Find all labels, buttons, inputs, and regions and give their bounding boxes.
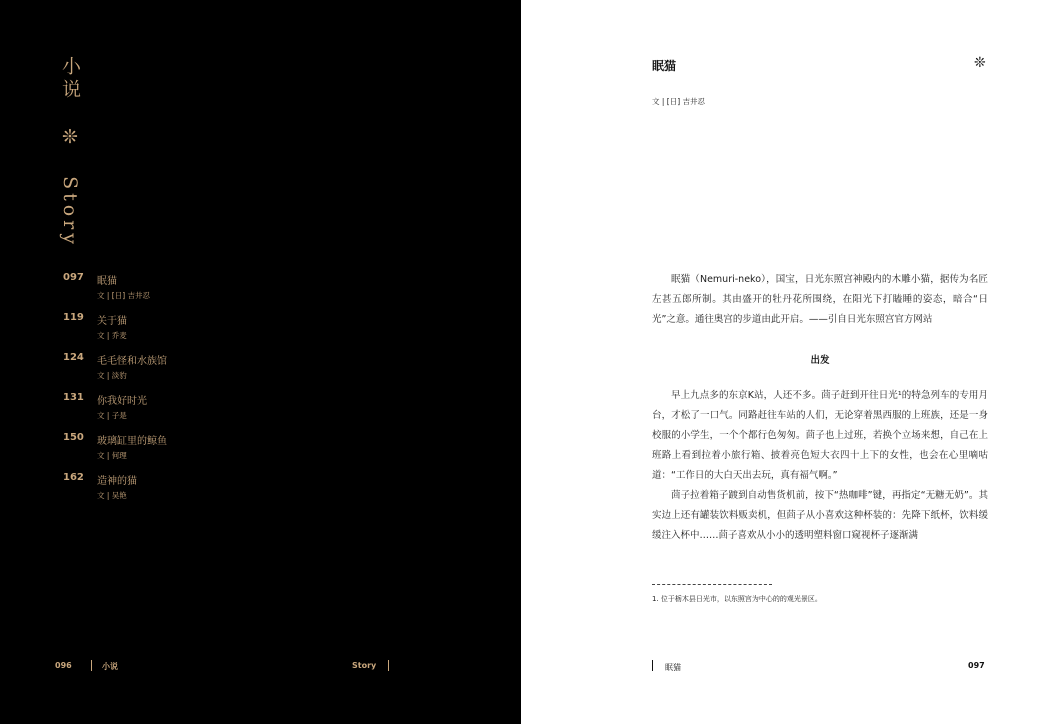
footer-divider bbox=[652, 660, 653, 671]
toc-title: 你我好时光 bbox=[97, 396, 147, 407]
toc-entry[interactable] bbox=[63, 432, 323, 472]
intro-epigraph bbox=[652, 270, 988, 330]
toc-author: 文 | 吴艳 bbox=[97, 491, 127, 500]
vertical-title-en: Story bbox=[59, 176, 81, 249]
toc-author: 文 | 子是 bbox=[97, 411, 127, 420]
section-heading: 出发 bbox=[810, 355, 830, 366]
toc-page-number: 131 bbox=[63, 392, 84, 403]
toc-entry[interactable] bbox=[63, 272, 323, 312]
left-page-number: 096 bbox=[55, 661, 72, 670]
toc-page-number: 124 bbox=[63, 352, 84, 363]
toc-title: 关于猫 bbox=[97, 316, 127, 327]
article-author: 文 | [日] 吉井忍 bbox=[652, 97, 706, 106]
vertical-title bbox=[57, 56, 84, 248]
body-paragraph: 茴子拉着箱子踱到自动售货机前，按下“热咖啡”键，再指定“无糖无奶”。其实边上还有罐装饮料贩卖机，但茴子从小喜欢这种杯装的：先降下纸杯，饮料缓缓注入杯中……茴子喜欢从小小的透明塑料窗口窥视杯子逐渐满 bbox=[652, 490, 988, 541]
toc-title: 玻璃缸里的鲸鱼 bbox=[97, 436, 167, 447]
toc-author: 文 | 乔麦 bbox=[97, 331, 127, 340]
toc-entry[interactable] bbox=[63, 312, 323, 352]
asterisk-flower-icon: ❊ bbox=[974, 55, 986, 71]
body-paragraph: 早上九点多的东京K站，人还不多。茴子赶到开往日光¹的特急列车的专用月台，才松了一口气。同路赶往车站的人们，无论穿着黑西服的上班族，还是一身校服的小学生，一个个都行色匆匆。茴子也上过班，若换个立场来想，自己在上班路上看到拉着小旅行箱、披着亮色短大衣四十上下的女性，也会在心里嘀咕道：“工作日的大白天出去玩，真有福气啊。” bbox=[652, 390, 988, 481]
left-footer-label: Story bbox=[352, 661, 377, 670]
toc-title: 造神的猫 bbox=[97, 476, 137, 487]
left-footer-section: 小说 bbox=[102, 662, 118, 671]
right-page-number: 097 bbox=[968, 661, 985, 670]
article-body bbox=[652, 386, 988, 546]
vertical-title-cn: 小说 bbox=[59, 56, 81, 102]
footer-divider bbox=[388, 660, 389, 671]
toc-page-number: 097 bbox=[63, 272, 84, 283]
toc-author: 文 | 何理 bbox=[97, 451, 127, 460]
toc-entry[interactable] bbox=[63, 472, 323, 512]
toc-title: 眠猫 bbox=[97, 276, 117, 287]
right-page bbox=[521, 0, 1042, 724]
toc-author: 文 | 淡豹 bbox=[97, 371, 127, 380]
footer-divider bbox=[91, 660, 92, 671]
toc-entry[interactable] bbox=[63, 392, 323, 432]
toc-page-number: 162 bbox=[63, 472, 84, 483]
toc-entry[interactable] bbox=[63, 352, 323, 392]
table-of-contents bbox=[63, 272, 323, 512]
footnote-rule bbox=[652, 584, 772, 585]
asterisk-flower-icon: ❊ bbox=[59, 126, 81, 153]
right-footer-label: 眠猫 bbox=[665, 663, 681, 672]
article-title: 眠猫 bbox=[652, 59, 677, 73]
toc-page-number: 150 bbox=[63, 432, 84, 443]
intro-paragraph: 眠猫（Nemuri-neko），国宝，日光东照宫神殿内的木雕小猫，据传为名匠左甚五郎所制。其由盛开的牡丹花所围绕，在阳光下打瞌睡的姿态，暗合“日光”之意。通往奥宫的步道由此开启。——引自日光东照宫官方网站 bbox=[652, 274, 988, 325]
toc-title: 毛毛怪和水族馆 bbox=[97, 356, 167, 367]
toc-author: 文 | [日] 吉井忍 bbox=[97, 291, 151, 300]
footnote: 1. 位于栃木县日光市，以东照宫为中心的的观光景区。 bbox=[652, 595, 822, 603]
toc-page-number: 119 bbox=[63, 312, 84, 323]
